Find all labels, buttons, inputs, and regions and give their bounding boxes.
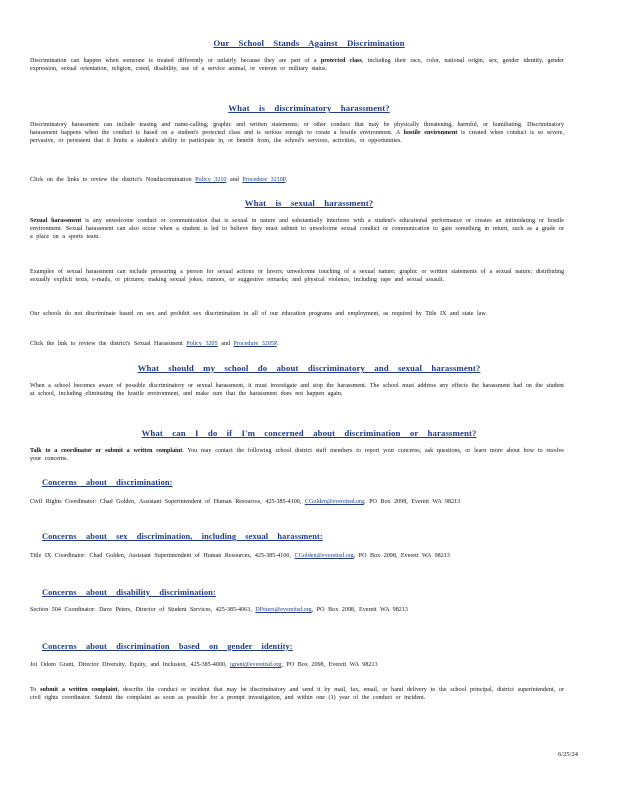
- text-span: .: [285, 177, 288, 183]
- text-span: is created when conduct is so severe, pervasive, or persistent that it limits a student's ability to participate in, or benefit from, the school's services, activities, or opportunities.: [30, 130, 564, 145]
- policy-3210-link[interactable]: Policy 3210: [195, 177, 227, 183]
- talk-to-coordinator-term: Talk to a coordinator or submit a written complaint: [30, 448, 183, 454]
- text-span: Discriminatory harassment can include teasing and name-calling; graphic and written statements; or other conduct that may be physically threatening, harmful, or humiliating. Discriminatory harassment happens when the conduct is based on a student's protected class and is serious enough to create a hostile environment. A: [30, 122, 564, 137]
- paragraph-written-complaint: [30, 686, 564, 702]
- dei-director-contact: [30, 661, 564, 669]
- text-span: , including their race, color, national origin, sex, gender identity, gender expression, sexual orientation, religion, creed, disability, use of a service animal, or veteran or military status.: [30, 58, 564, 73]
- submit-complaint-term: submit a written complaint: [40, 687, 118, 693]
- subheading-concerns-sex-discrimination: Concerns about sex discrimination, including sexual harassment:: [42, 532, 323, 541]
- paragraph-discriminatory-harassment: [30, 121, 564, 146]
- paragraph-contact-coordinator: [30, 447, 564, 463]
- procedure-3210p-link[interactable]: Procedure 3210P: [242, 177, 286, 183]
- text-span: and: [230, 177, 239, 183]
- cgolden-email-link[interactable]: CGolden@everettsd.org: [304, 499, 365, 505]
- dpeters-email-link[interactable]: DPeters@everettsd.org: [255, 607, 312, 613]
- hostile-environment-term: hostile environment: [403, 130, 458, 137]
- paragraph-nondiscrimination-links: [30, 176, 564, 184]
- paragraph-sexual-harassment-links: [30, 340, 564, 348]
- heading-what-should-school-do: What should my school do about discriminatory and sexual harassment?: [137, 363, 481, 373]
- heading-our-school: Our School Stands Against Discrimination: [213, 38, 405, 48]
- paragraph-school-response: When a school becomes aware of possible discriminatory or sexual harassment, it must investigate and stop the harassment. The school must address any effects the harassment had on the student at school, including eliminating the hostile environment, and make sure that the harassment does not happen again.: [30, 383, 564, 398]
- text-span: , PO Box 2098, Everett WA 98213: [353, 553, 450, 559]
- text-span: Title IX Coordinator: Chad Golden, Assistant Superintendent of Human Resources, 425-385-4100,: [30, 553, 291, 559]
- text-span: , PO Box 2098, Everett WA 98213: [311, 607, 408, 613]
- paragraph-sexual-harassment-definition: [30, 217, 564, 242]
- heading-discriminatory-harassment: What is discriminatory harassment?: [228, 103, 390, 113]
- text-span: Joi Odom Grant, Director Diversity, Equity, and Inclusion, 425-385-4000,: [30, 662, 227, 668]
- text-span: Click on the links to review the district's Nondiscrimination: [30, 177, 192, 183]
- text-span: , PO Box 2098, Everett WA 98213: [281, 662, 378, 668]
- policy-3205-link[interactable]: Policy 3205: [186, 341, 218, 347]
- protected-class-term: protected class: [320, 58, 362, 64]
- text-span: .: [276, 341, 279, 347]
- title-ix-coordinator-contact: [30, 552, 564, 560]
- text-span: Click the link to review the district's Sexual Harassment: [30, 341, 183, 347]
- subheading-concerns-disability: Concerns about disability discrimination:: [42, 588, 216, 597]
- cgolden-email-link-2[interactable]: CGolden@everettsd.org: [294, 553, 354, 559]
- text-span: Civil Rights Coordinator: Chad Golden, Assistant Superintendent of Human Resources, 425-385-4100,: [30, 499, 302, 505]
- document-date: 6/25/24: [558, 751, 578, 758]
- heading-sexual-harassment: What is sexual harassment?: [244, 198, 374, 208]
- subheading-concerns-gender-identity: Concerns about discrimination based on gender identity:: [42, 642, 293, 651]
- section-504-coordinator-contact: [30, 606, 564, 614]
- text-span: . You may contact the following school district staff members to report your concerns, ask questions, or learn more about how to resolve your concerns.: [30, 448, 564, 463]
- text-span: , PO Box 2098, Everett WA 98213: [364, 499, 461, 505]
- paragraph-discrimination-definition: [30, 57, 564, 73]
- sexual-harassment-term: Sexual harassment: [30, 218, 82, 224]
- civil-rights-coordinator-contact: [30, 498, 564, 506]
- jgrant-email-link[interactable]: jgrant@everettsd.org: [230, 662, 282, 668]
- heading-what-can-i-do: What can I do if I'm concerned about discrimination or harassment?: [141, 428, 477, 438]
- paragraph-title-ix: Our schools do not discriminate based on sex and prohibit sex discrimination in all of our education programs and employment, as required by Title IX and state law.: [30, 311, 487, 317]
- procedure-3205p-link[interactable]: Procedure 3205P: [233, 341, 277, 347]
- text-span: and: [221, 341, 230, 347]
- text-span: is any unwelcome conduct or communication that is sexual in nature and substantially interferes with a student's educational performance or creates an intimidating or hostile environment. Sexual harassment can also occur when a student is led to believe they must submit to unwelcome sexual conduct or communication to gain something in return, such as a grade or a place on a sports team.: [30, 218, 564, 241]
- text-span: To: [30, 687, 41, 693]
- paragraph-harassment-examples: Examples of sexual harassment can include pressuring a person for sexual actions or favors; unwelcome touching of a sexual nature; graphic or written statements of a sexual nature; distributing sexually explicit texts, e-mails, or pictures; making sexual jokes, rumors, or suggestive remarks; and physical violence, including rape and sexual assault.: [30, 269, 564, 284]
- subheading-concerns-discrimination: Concerns about discrimination:: [42, 478, 173, 487]
- text-span: Discrimination can happen when someone is treated differently or unfairly because they are part of a: [30, 58, 321, 64]
- text-span: Section 504 Coordinator: Dave Peters, Director of Student Services, 425-385-4063,: [30, 607, 252, 613]
- text-span: , describe the conduct or incident that may be discriminatory and send it by mail, fax, email, or hand delivery to the school principal, district superintendent, or civil rights coordinator. Submit the complaint as soon as possible for a prompt investigation, and within one (1) year of the conduct or incident.: [30, 687, 564, 702]
